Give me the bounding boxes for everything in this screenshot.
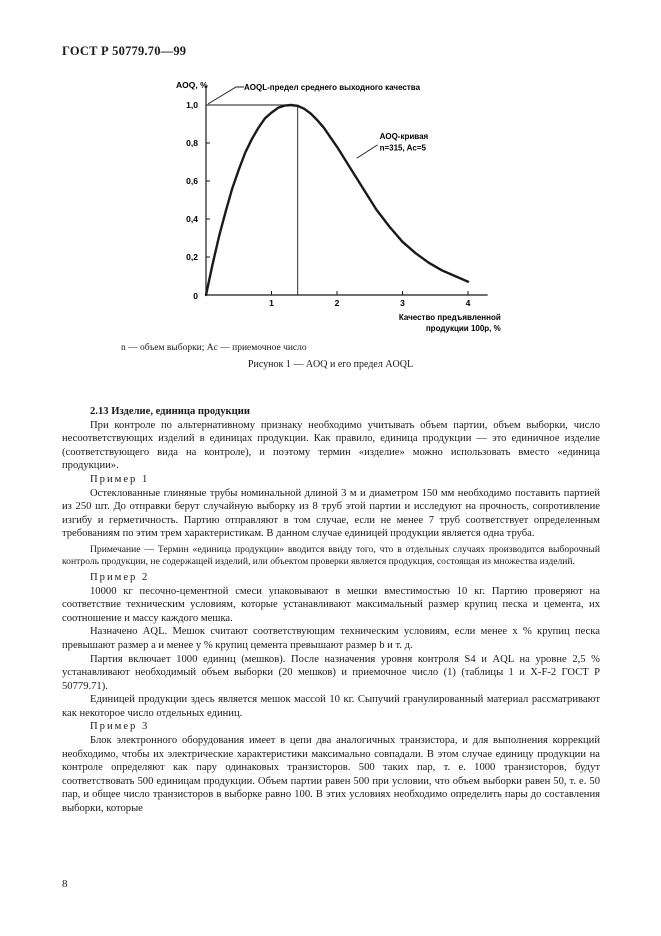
curve-annotation-line1: AOQ-кривая [379, 132, 429, 142]
y-tick-label: 1,0 [186, 100, 198, 110]
section-title: Изделие, единица продукции [111, 406, 250, 417]
x-tick-label: 4 [465, 298, 471, 308]
x-tick-label: 2 [334, 298, 340, 308]
paragraph-2: Остеклованные глиняные трубы номинальной длиной 3 м и диаметром 150 мм необходимо поставить партией из 250 шт. До отправки берут случайную выборку из 8 труб этой партии и исследуют на прочность, сопротивление изгибу и герметичность. Партию отправляют в том случае, если не менее 7 труб соответствует определенным требованиям по этим трем характеристикам. В данном случае единицей продукции является одна труба. [62, 487, 600, 540]
y-axis-label: AOQ, % [176, 80, 208, 90]
example-3-heading: Пример 3 [90, 721, 150, 733]
x-axis-label-line2: продукции 100p, % [425, 324, 501, 333]
section-number: 2.13 [90, 406, 109, 417]
note: Примечание — Термин «единица продукции» вводится ввиду того, что в отдельных случаях производится выборочный контроль продукции, не содержащей изделий, или объектом проверки является продукция, состоящая из множества изделий. [62, 543, 600, 567]
document-header: ГОСТ Р 50779.70—99 [62, 44, 187, 58]
figure-legend: n — объем выборки; Ac — приемочное число [121, 343, 307, 353]
aoq-curve [206, 105, 468, 295]
x-tick-label: 1 [269, 298, 274, 308]
example-2-heading: Пример 2 [90, 571, 150, 583]
x-axis-label-line1: Качество предъявленной [398, 313, 501, 322]
page-number: 8 [62, 878, 68, 890]
example-1-heading: Пример 1 [90, 473, 150, 485]
paragraph-5: Партия включает 1000 единиц (мешков). После назначения уровня контроля S4 и AQL на уровне 2,5 % устанавливают необходимый объем выборки (20 мешков) и приемочное число (1) (таблицы 1 и X-F-2 ГОСТ Р 50779.71). [62, 653, 600, 692]
chart-curve-group [206, 105, 468, 295]
paragraph-4: Назначено AQL. Мешок считают соответствующим техническим условиям, если менее x % крупиц песка превышают размер a и менее y % крупиц цемента превышают размер b и т. д. [62, 626, 600, 651]
y-tick-label: 0,8 [186, 138, 198, 148]
aoql-leader-line [208, 87, 244, 104]
main-text [62, 405, 600, 816]
aoq-chart [150, 70, 510, 340]
x-tick-label: 3 [400, 298, 405, 308]
section-heading [62, 405, 600, 419]
curve-leader-line [357, 145, 378, 158]
paragraph-1: При контроле по альтернативному признаку необходимо учитывать объем партии, объем выборки, число несоответствующих изделий в единицах продукции. Как правило, единица продукции — это единичное изделие (соответствующего вида на контроле), и поэтому термин «изделие» можно использовать вместо «единица продукции». [62, 419, 600, 472]
curve-annotation-line2: n=315, Ac=5 [379, 143, 426, 153]
paragraph-3: 10000 кг песочно-цементной смеси упаковывают в мешки вместимостью 10 кг. Партию проверяют на соответствие техническим условиям, которые устанавливают максимальный размер крупиц песка и цемента, их соотношение и массу каждого мешка. [62, 585, 600, 624]
paragraph-6: Единицей продукции здесь является мешок массой 10 кг. Сыпучий гранулированный материал рассматривают как некоторое число отдельных единиц. [62, 694, 600, 719]
y-tick-label: 0,2 [186, 252, 198, 262]
y-tick-label: 0,6 [186, 176, 198, 186]
figure-caption: Рисунок 1 — AOQ и его предел AOQL [247, 359, 414, 370]
origin-tick-label: 0 [193, 291, 198, 301]
chart-axes [176, 80, 501, 333]
aoql-annotation: AOQL-предел среднего выходного качества [244, 83, 421, 92]
y-tick-label: 0,4 [186, 214, 198, 224]
paragraph-7: Блок электронного оборудования имеет в цепи два аналогичных транзистора, и для выполнения коррекций необходимо, чтобы их электрические характеристики максимально совпадали. В этом случае единицу продукции на контроле определяют как пару одинаковых транзисторов. 500 таких пар, т. е. 1000 транзисторов, будут соответствовать 500 единицам продукции. Объем партии равен 500 при условии, что объем выборки равен 50, т. е. 50 пар, и общее число транзисторов в выборке равно 100. В этих условиях необходимо определить пары до составления выборки, которые [62, 735, 600, 815]
chart-annotations [206, 83, 429, 295]
